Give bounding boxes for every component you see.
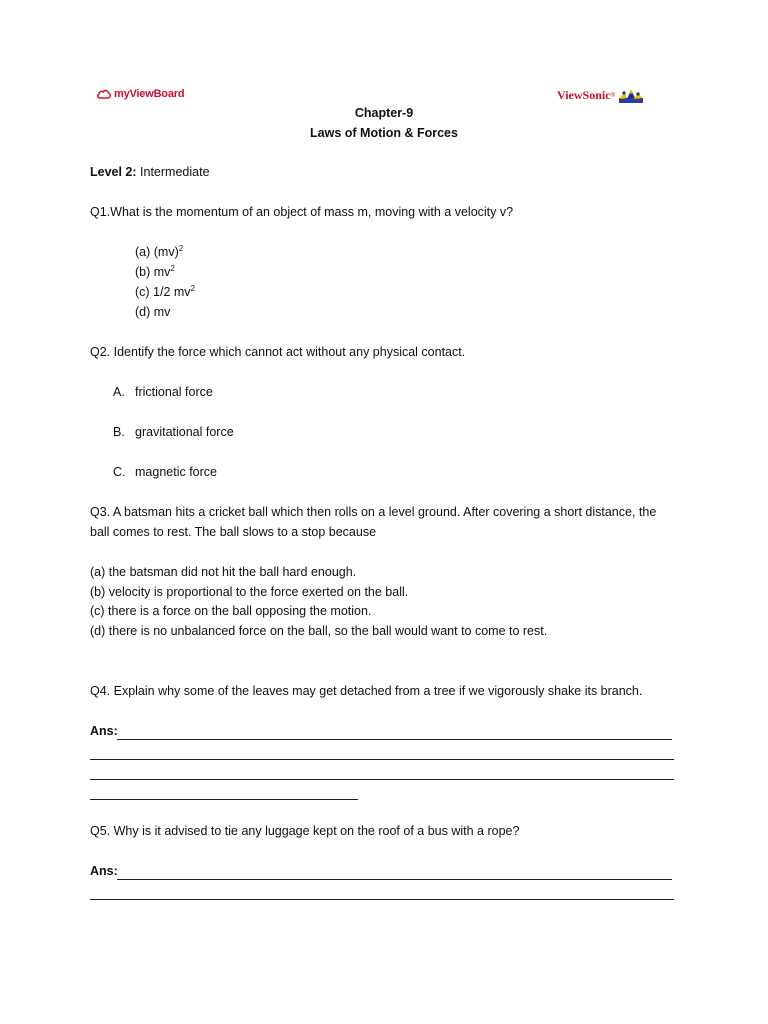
viewsonic-logo: ViewSonic ® [557, 88, 643, 103]
q5-answer-label: Ans: [90, 864, 118, 878]
q2-text: Q2. Identify the force which cannot act without any physical contact. [90, 345, 466, 359]
q1-option-a: (a) (mv)$^2$ [135, 243, 184, 259]
q2-option-a: A. frictional force [113, 385, 213, 399]
myviewboard-logo [96, 84, 184, 104]
page-title: Laws of Motion & Forces [310, 126, 458, 140]
q2-option-c: C. magnetic force [113, 465, 217, 479]
level-value: Intermediate [136, 165, 210, 179]
q3-option-b: (b) velocity is proportional to the force exerted on the ball. [90, 585, 409, 599]
birds-icon [619, 89, 643, 103]
q5-text: Q5. Why is it advised to tie any luggage kept on the roof of a bus with a rope? [90, 824, 520, 838]
q1-option-b: (b) $mv^2$ [135, 263, 175, 279]
q4-answer-line-1[interactable] [117, 739, 672, 740]
level-label: Level 2: [90, 165, 137, 179]
chapter-heading: Chapter-9 [354, 106, 414, 120]
myviewboard-logo-text: myViewBoard [114, 88, 185, 100]
q4-answer-line-3[interactable] [90, 779, 674, 780]
q5-answer-line-2[interactable] [90, 899, 674, 900]
q1-option-d: (d) mv [135, 305, 171, 319]
q1-option-c: (c) 1/2 $mv^2$ [135, 283, 196, 299]
level-line [90, 165, 210, 179]
q5-answer-line-1[interactable] [117, 879, 672, 880]
cloud-icon [96, 86, 112, 102]
q3-option-d: (d) there is no unbalanced force on the ball, so the ball would want to come to rest. [90, 624, 548, 638]
q4-answer-line-4[interactable] [90, 799, 358, 800]
q1-text: Q1.What is the momentum of an object of mass m, moving with a velocity v? [90, 205, 514, 219]
q3-option-c: (c) there is a force on the ball opposing the motion. [90, 604, 372, 618]
q3-text-line2: ball comes to rest. The ball slows to a stop because [90, 525, 377, 539]
q3-option-a: (a) the batsman did not hit the ball hard enough. [90, 565, 357, 579]
q4-text: Q4. Explain why some of the leaves may get detached from a tree if we vigorously shake its branch. [90, 684, 643, 698]
q4-answer-line-2[interactable] [90, 759, 674, 760]
q4-answer-label: Ans: [90, 724, 118, 738]
viewsonic-logo-text: ViewSonic [557, 88, 611, 102]
q2-option-b: B. gravitational force [113, 425, 234, 439]
q3-text-line1: Q3. A batsman hits a cricket ball which then rolls on a level ground. After covering a short distance, the [90, 505, 657, 519]
